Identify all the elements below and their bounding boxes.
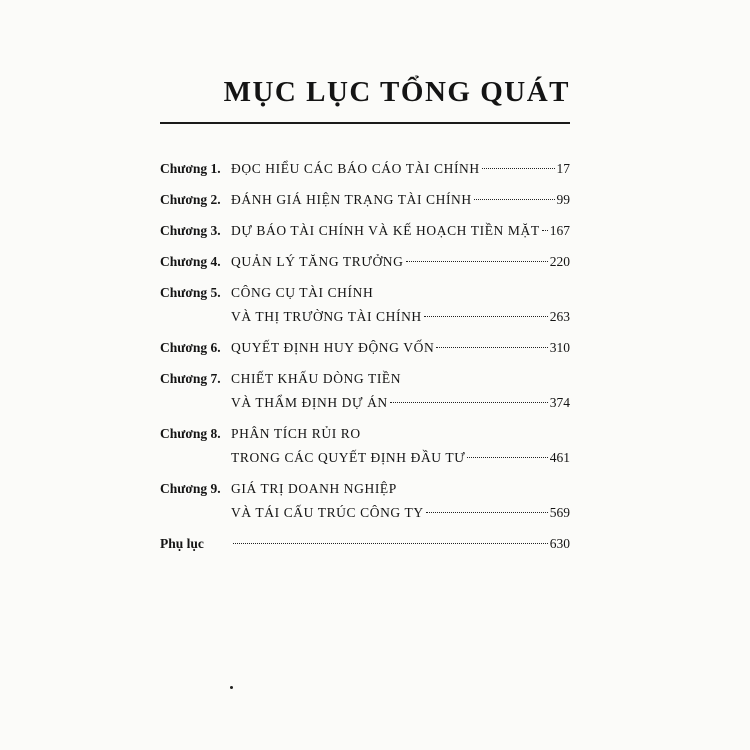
dot-leader	[424, 316, 548, 317]
chapter-title-block	[231, 219, 570, 243]
chapter-title-text: CHIẾT KHẤU DÒNG TIỀN	[231, 371, 402, 386]
chapter-title-text: TRONG CÁC QUYẾT ĐỊNH ĐẦU TƯ	[231, 450, 466, 465]
chapter-title-line	[231, 532, 570, 556]
chapter-title-block	[231, 422, 570, 470]
chapter-title-block	[231, 336, 570, 360]
chapter-label: Chương 3.	[160, 223, 221, 238]
page-number: 167	[549, 223, 570, 238]
chapter-title-block	[231, 188, 570, 212]
chapter-title-line	[231, 219, 570, 243]
chapter-title-block	[231, 477, 570, 525]
page-number: 310	[549, 340, 570, 355]
toc-entry	[160, 219, 570, 243]
page-number: 17	[556, 161, 570, 176]
toc-entry	[160, 477, 570, 525]
chapter-title-line	[231, 477, 570, 501]
chapter-title-line	[231, 501, 570, 525]
chapter-title-text: DỰ BÁO TÀI CHÍNH VÀ KẾ HOẠCH TIỀN MẶT	[231, 223, 540, 238]
chapter-title-text: ĐÁNH GIÁ HIỆN TRẠNG TÀI CHÍNH	[231, 192, 472, 207]
chapter-title-text: CÔNG CỤ TÀI CHÍNH	[231, 285, 374, 300]
chapter-label: Chương 7.	[160, 371, 221, 386]
chapter-title-line	[231, 305, 570, 329]
chapter-title-line	[231, 281, 570, 305]
chapter-label: Chương 8.	[160, 426, 221, 441]
chapter-title-text: ĐỌC HIỂU CÁC BÁO CÁO TÀI CHÍNH	[231, 161, 480, 176]
chapter-title-line	[231, 188, 570, 212]
table-of-contents	[160, 157, 570, 563]
dot-leader	[406, 261, 548, 262]
chapter-title-block	[231, 157, 570, 181]
page-title: MỤC LỤC TỔNG QUÁT	[223, 76, 570, 108]
dot-leader	[436, 347, 547, 348]
dot-leader	[467, 457, 547, 458]
toc-entry	[160, 422, 570, 470]
page-number: 630	[549, 536, 570, 551]
print-speck	[230, 686, 233, 689]
page-number: 374	[549, 395, 570, 410]
toc-entry	[160, 367, 570, 415]
chapter-label: Chương 4.	[160, 254, 221, 269]
chapter-title-text: PHÂN TÍCH RỦI RO	[231, 426, 361, 441]
chapter-label: Chương 5.	[160, 285, 221, 300]
chapter-title-line	[231, 336, 570, 360]
dot-leader	[390, 402, 548, 403]
chapter-title-line	[231, 422, 570, 446]
chapter-title-block	[231, 250, 570, 274]
toc-entry	[160, 336, 570, 360]
dot-leader	[542, 230, 548, 231]
page-number: 569	[549, 505, 570, 520]
chapter-label: Chương 1.	[160, 161, 221, 176]
chapter-title-text: QUYẾT ĐỊNH HUY ĐỘNG VỐN	[231, 340, 435, 355]
toc-entry	[160, 281, 570, 329]
page-number: 263	[549, 309, 570, 324]
chapter-label: Chương 9.	[160, 481, 221, 496]
chapter-label: Chương 2.	[160, 192, 221, 207]
toc-entry	[160, 532, 570, 556]
chapter-label: Chương 6.	[160, 340, 221, 355]
page-number: 99	[556, 192, 570, 207]
chapter-label: Phụ lục	[160, 536, 204, 551]
toc-entry	[160, 188, 570, 212]
chapter-title-block	[231, 532, 570, 556]
dot-leader	[233, 543, 548, 544]
dot-leader	[426, 512, 548, 513]
title-divider	[160, 122, 570, 124]
chapter-title-block	[231, 367, 570, 415]
toc-entry	[160, 250, 570, 274]
dot-leader	[474, 199, 555, 200]
chapter-title-text: VÀ THỊ TRƯỜNG TÀI CHÍNH	[231, 309, 422, 324]
chapter-title-line	[231, 446, 570, 470]
chapter-title-line	[231, 391, 570, 415]
chapter-title-line	[231, 250, 570, 274]
chapter-title-block	[231, 281, 570, 329]
chapter-title-text: VÀ THẨM ĐỊNH DỰ ÁN	[231, 395, 388, 410]
chapter-title-text: GIÁ TRỊ DOANH NGHIỆP	[231, 481, 397, 496]
chapter-title-text: QUẢN LÝ TĂNG TRƯỞNG	[231, 254, 404, 269]
chapter-title-line	[231, 367, 570, 391]
page-number: 220	[549, 254, 570, 269]
chapter-title-line	[231, 157, 570, 181]
dot-leader	[482, 168, 555, 169]
chapter-title-text: VÀ TÁI CẤU TRÚC CÔNG TY	[231, 505, 424, 520]
page-number: 461	[549, 450, 570, 465]
toc-entry	[160, 157, 570, 181]
